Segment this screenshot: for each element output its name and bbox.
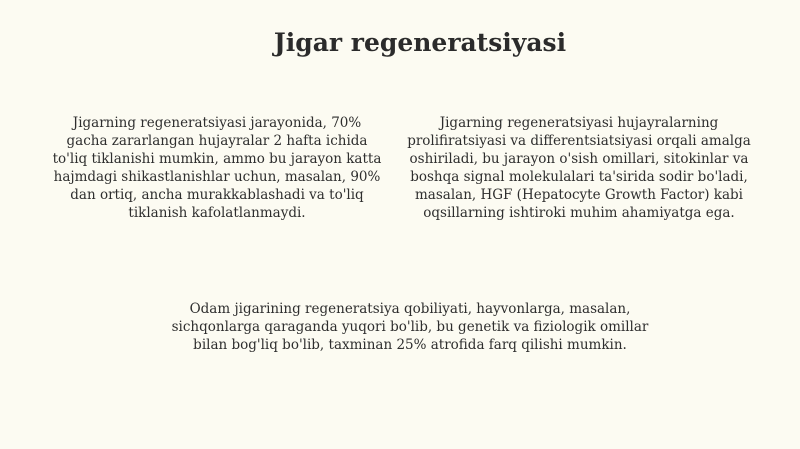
paragraph-right: Jigarning regeneratsiyasi hujayralarning prolifiratsiyasi va differentsiatsiyasi orqali amalga oshiriladi, bu jarayon o'sish omillari, sitokinlar va boshqa signal molekulalari ta'sirida sodir bo'ladi, masalan, HGF (Hepatocyte Growth Factor) kabi oqsillarning ishtiroki muhim ahamiyatga ega. bbox=[407, 115, 751, 221]
paragraph-left: Jigarning regeneratsiyasi jarayonida, 70% gacha zararlangan hujayralar 2 hafta ichida to'liq tiklanishi mumkin, ammo bu jarayon katta hajmdagi shikastlanishlar uchun, masalan, 90% dan ortiq, ancha murakkablashadi va to'liq tiklanish kafolatlanmaydi. bbox=[52, 115, 382, 221]
slide-title: Jigar regeneratsiyasi bbox=[273, 28, 567, 57]
paragraph-bottom: Odam jigarining regeneratsiya qobiliyati, hayvonlarga, masalan, sichqonlarga qaraganda yuqori bo'lib, bu genetik va fiziologik omillar bilan bog'liq bo'lib, taxminan 25% atrofida farq qilishi mumkin. bbox=[171, 301, 649, 353]
